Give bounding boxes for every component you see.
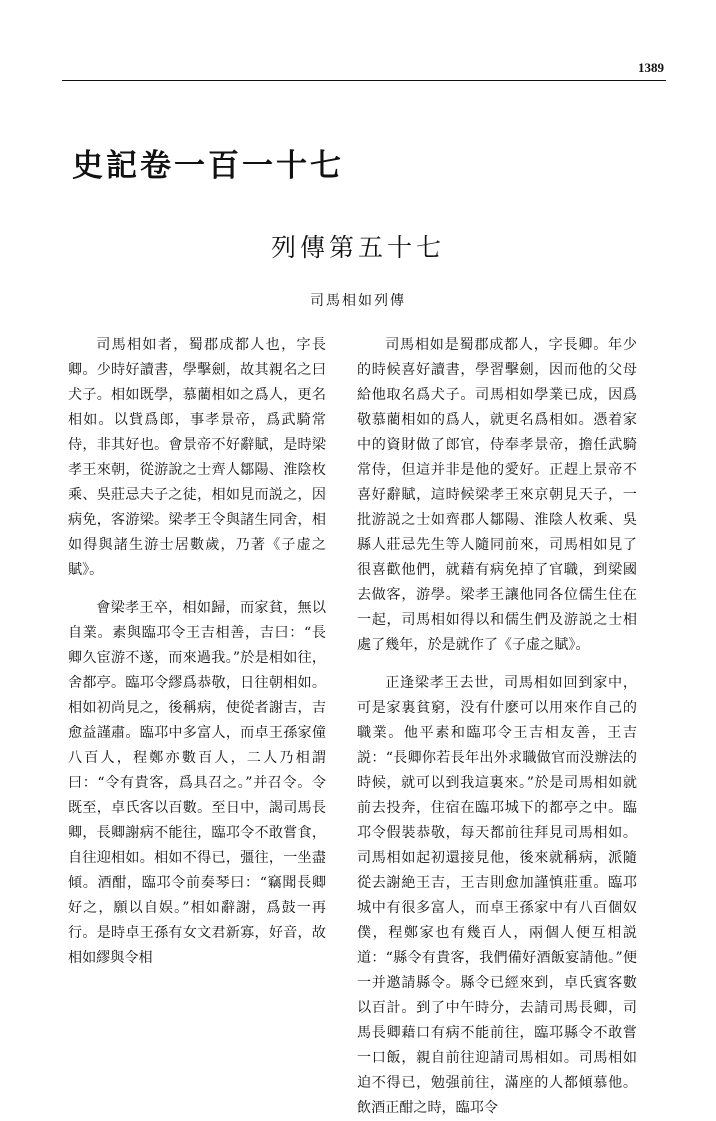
translation-paragraph-2: 正逢梁孝王去世，司馬相如回到家中，可是家裏貧窮，没有什麽可以用來作自己的職業。他平素和臨邛令王吉相友善，王吉説：“長卿你若長年出外求職做官而没辦法的時候，就可以到我這裏來。”於是司馬相如就前去投奔，住宿在臨邛城下的都亭之中。臨邛令假裝恭敬，每天都前往拜見司馬相如。司馬相如起初還接見他，後來就稱病，派隨從去謝絶王吉，王吉則愈加謹慎莊重。臨邛城中有很多富人，而卓王孫家中有八百個奴僕，程鄭家也有幾百人，兩個人便互相説道：“縣令有貴客，我們備好酒飯宴請他。”便一并邀請縣令。縣令已經來到，卓氏賓客數以百計。到了中午時分，去請司馬長卿，司馬長卿藉口有病不能前往，臨邛縣令不敢嘗一口飯，親自前往迎請司馬相如。司馬相如迫不得已，勉强前往，滿座的人都傾慕他。飲酒正酣之時，臨邛令 bbox=[357, 675, 637, 1116]
chapter-subtitle: 司馬相如列傳 bbox=[310, 293, 406, 309]
top-rule bbox=[62, 80, 666, 81]
chapter-title: 列傳第五十七 bbox=[270, 233, 445, 262]
translation-paragraph-1: 司馬相如是蜀郡成都人，字長卿。年少的時候喜好讀書，學習擊劍，因而他的父母給他取名爲犬子。司馬相如學業已成，因爲敬慕藺相如的爲人，就更名爲相如。憑着家中的資財做了郎官，侍奉孝景帝，擔任武騎常侍，但這并非是他的愛好。正趕上景帝不喜好辭賦，這時候梁孝王來京朝見天子，一批游説之士如齊郡人鄒陽、淮陰人枚乘、吳縣人莊忌先生等人隨同前來，司馬相如見了很喜歡他們，就藉有病免掉了官職，到梁國去做客，游學。梁孝王讓他同各位儒生住在一起，司馬相如得以和儒生們及游説之士相處了幾年，於是就作了《子虚之賦》。 bbox=[357, 337, 637, 653]
translation-text-column bbox=[357, 333, 637, 1116]
volume-title: 史記卷一百一十七 bbox=[72, 148, 344, 184]
classical-paragraph-1: 司馬相如者，蜀郡成都人也，字長卿。少時好讀書，學擊劍，故其親名之曰犬子。相如既學，慕藺相如之爲人，更名相如。以貲爲郎，事孝景帝，爲武騎常侍，非其好也。會景帝不好辭賦，是時梁孝王來朝，從游說之士齊人鄒陽、淮陰枚乘、吳莊忌夫子之徒，相如見而説之，因病免，客游梁。梁孝王令與諸生同舍，相如得與諸生游士居數歲，乃著《子虚之賦》。 bbox=[68, 337, 326, 578]
classical-text-column bbox=[68, 333, 326, 983]
classical-paragraph-2: 會梁孝王卒，相如歸，而家貧，無以自業。素與臨邛令王吉相善，吉曰：“長卿久宦游不遂，而來過我。”於是相如往，舍都亭。臨邛令繆爲恭敬，日往朝相如。相如初尚見之，後稱病，使從者謝吉，吉愈益謹肅。臨邛中多富人，而卓王孫家僮八百人，程鄭亦數百人，二人乃相謂曰：“令有貴客，爲具召之。”并召令。令既至，卓氏客以百數。至日中，謁司馬長卿，長卿謝病不能往，臨邛令不敢嘗食，自往迎相如。相如不得已，彊往，一坐盡傾。酒酣，臨邛令前奏琴曰：“竊聞長卿好之，願以自娱。”相如辭謝，爲鼓一再行。是時卓王孫有女文君新寡，好音，故相如繆與令相 bbox=[68, 600, 326, 966]
page-number: 1389 bbox=[638, 60, 664, 75]
